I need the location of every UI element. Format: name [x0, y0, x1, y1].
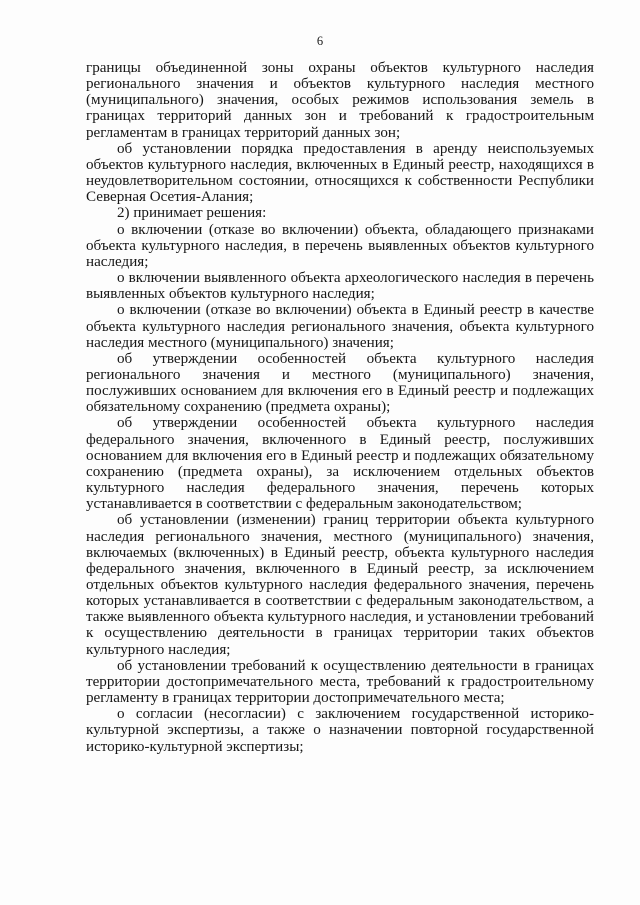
paragraph: об утверждении особенностей объекта культурного наследия регионального значения и местного (муниципального) значения, послуживших основанием для включения его в Единый реестр и подлежащих обязательному сохранению (предмета охраны);: [86, 350, 594, 416]
paragraph: о согласии (несогласии) с заключением государственной историко-культурной экспертизы, а также о назначении повторной государственной историко-культурной экспертизы;: [86, 706, 594, 755]
document-body: [86, 60, 594, 755]
paragraph: о включении выявленного объекта археологического наследия в перечень выявленных объектов культурного наследия;: [86, 270, 594, 303]
page-number: 6: [316, 34, 324, 48]
paragraph: о включении (отказе во включении) объекта в Единый реестр в качестве объекта культурного наследия регионального значения, объекта культурного наследия местного (муниципального) значения;: [86, 302, 594, 351]
paragraph: об установлении порядка предоставления в аренду неиспользуемых объектов культурного наследия, включенных в Единый реестр, находящихся в неудовлетворительном состоянии, относящихся к собственности Республики Северная Осетия-Алания;: [86, 140, 594, 206]
paragraph: об утверждении особенностей объекта культурного наследия федерального значения, включенного в Единый реестр, послуживших основанием для включения его в Единый реестр и подлежащих обязательному сохранению (предмета охраны), за исключением отдельных объектов культурного наследия федерального значения, перечень которых устанавливается в соответствии с федеральным законодательством;: [86, 415, 594, 513]
paragraph: 2) принимает решения:: [117, 205, 267, 222]
paragraph: об установлении (изменении) границ территории объекта культурного наследия регионального значения, местного (муниципального) значения, включаемых (включенных) в Единый реестр, объекта культурного наследия федерального значения, включенного в Единый реестр, за исключением отдельных объектов культурного наследия федерального значения, перечень которых устанавливается в соответствии с федеральным законодательством, а также выявленного объекта культурного наследия, и установлении требований к осуществлению деятельности в границах территории таких объектов культурного наследия;: [86, 512, 594, 658]
paragraph: о включении (отказе во включении) объекта, обладающего признаками объекта культурного наследия, в перечень выявленных объектов культурного наследия;: [86, 221, 594, 270]
paragraph: об установлении требований к осуществлению деятельности в границах территории достопримечательного места, требований к градостроительному регламенту в границах территории достопримечательного места;: [86, 657, 594, 707]
paragraph: границы объединенной зоны охраны объектов культурного наследия регионального значения и объектов культурного наследия местного (муниципального) значения, особых режимов использования земель в границах территорий данных зон и требований к градостроительным регламентам в границах территорий данных зон;: [86, 60, 594, 141]
